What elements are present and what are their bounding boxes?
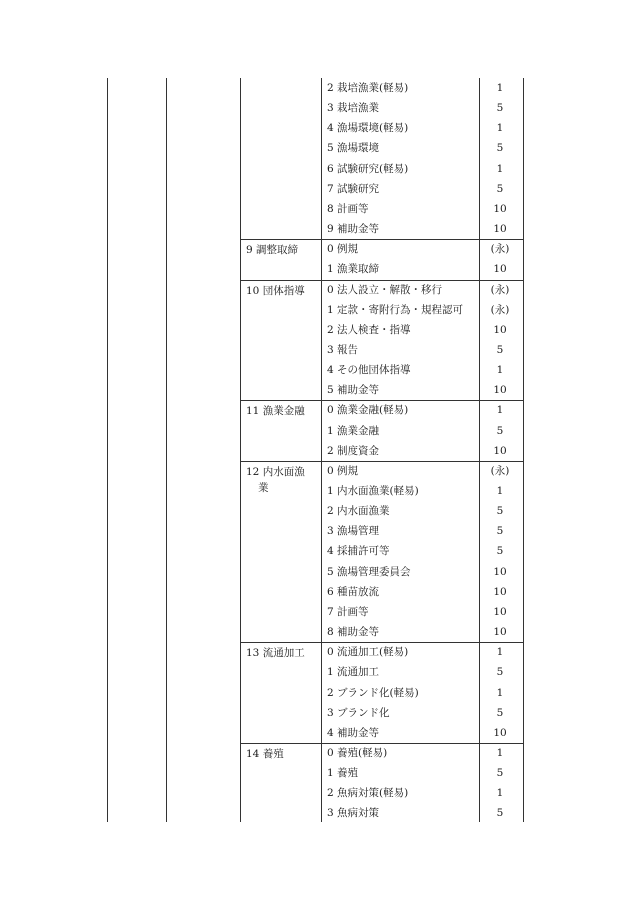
table-rule-item	[321, 78, 322, 822]
table-row-item: 8 補助金等	[327, 626, 380, 639]
table-row-item: 1 定款・寄附行為・規程認可	[327, 303, 464, 316]
table-row-item: 0 漁業金融(軽易)	[327, 404, 409, 417]
table-row-item: 0 法人設立・解散・移行	[327, 283, 443, 296]
table-row-period: (永)	[490, 303, 510, 316]
table-row-item: 6 試験研究(軽易)	[327, 162, 409, 175]
table-row-period: 1	[496, 746, 504, 759]
table-row-item: 9 補助金等	[327, 223, 380, 236]
table-row-item: 5 補助金等	[327, 384, 380, 397]
table-row-item: 5 漁場環境	[327, 142, 380, 155]
group-label: 11 漁業金融	[246, 405, 305, 418]
table-row-item: 2 栽培漁業(軽易)	[327, 82, 409, 94]
table-row-period: 5	[496, 706, 504, 719]
table-row-item: 0 流通加工(軽易)	[327, 646, 409, 659]
group-separator	[240, 461, 523, 462]
table-row-item: 3 ブランド化	[327, 706, 390, 719]
table-row-period: 10	[493, 323, 507, 336]
table-row-item: 2 内水面漁業	[327, 505, 390, 518]
table-row-item: 7 試験研究	[327, 182, 380, 195]
group-separator	[240, 400, 523, 401]
table-rule-right	[523, 78, 524, 822]
table-row-period: 1	[496, 646, 504, 659]
table-row-item: 2 制度資金	[327, 444, 380, 457]
table-row-item: 1 養殖	[327, 767, 359, 780]
table-row-period: 5	[496, 182, 504, 195]
table-row-period: 10	[493, 263, 507, 276]
table-row-item: 7 計画等	[327, 605, 369, 618]
group-label: 10 団体指導	[246, 284, 305, 297]
group-separator	[240, 642, 523, 643]
table-row-period: 5	[496, 807, 504, 820]
table-row-period: 10	[493, 585, 507, 598]
table-row-period: 1	[496, 485, 504, 497]
table-row-period: 5	[496, 767, 504, 780]
group-label-continued: 業	[258, 481, 269, 494]
group-label: 9 調整取締	[246, 244, 299, 257]
table-row-period: 1	[496, 404, 504, 417]
group-label: 12 内水面漁	[246, 465, 305, 478]
table-row-period: 10	[493, 384, 507, 397]
group-separator	[240, 239, 523, 240]
table-row-period: 5	[496, 505, 504, 518]
table-row-period: 10	[493, 605, 507, 618]
table-row-period: 1	[496, 122, 504, 135]
table-row-item: 1 漁業取締	[327, 263, 380, 276]
table-row-period: 10	[493, 202, 507, 215]
table-row-item: 0 例規	[327, 243, 359, 256]
table-row-period: 10	[493, 626, 507, 639]
table-row-item: 3 報告	[327, 343, 359, 356]
table-row-period: 5	[496, 545, 504, 558]
table-row-period: 10	[493, 223, 507, 236]
table-row-period: 10	[493, 726, 507, 739]
table-row-item: 2 法人検査・指導	[327, 323, 411, 336]
table-row-item: 4 漁場環境(軽易)	[327, 122, 409, 135]
table-row-item: 0 養殖(軽易)	[327, 746, 388, 759]
table-row-period: (永)	[490, 283, 510, 296]
table-row-item: 3 魚病対策	[327, 807, 380, 820]
table-row-item: 5 漁場管理委員会	[327, 565, 411, 578]
table-rule-left	[107, 78, 108, 822]
table-row-period: 10	[493, 565, 507, 578]
table-row-period: 5	[496, 666, 504, 679]
table-row-period: 1	[496, 686, 504, 699]
table-row-item: 4 採捕許可等	[327, 545, 390, 558]
table-row-item: 1 内水面漁業(軽易)	[327, 485, 419, 497]
table-row-item: 4 その他団体指導	[327, 364, 411, 377]
table-row-period: 1	[496, 364, 504, 377]
table-row-period: 1	[496, 162, 504, 175]
table-row-period: 5	[496, 142, 504, 155]
table-row-period: 5	[496, 424, 504, 437]
table-row-item: 3 漁場管理	[327, 525, 380, 538]
table-row-item: 3 栽培漁業	[327, 102, 380, 115]
group-separator	[240, 743, 523, 744]
table-row-period: (永)	[490, 243, 510, 256]
table-row-item: 2 ブランド化(軽易)	[327, 686, 419, 699]
table-row-period: 5	[496, 102, 504, 115]
table-rule-col2	[166, 78, 167, 822]
table-row-item: 8 計画等	[327, 202, 369, 215]
table-row-period: (永)	[490, 464, 510, 477]
table-row-item: 6 種苗放流	[327, 585, 380, 598]
table-row-item: 4 補助金等	[327, 726, 380, 739]
table-row-item: 1 流通加工	[327, 666, 380, 679]
table-rule-col3	[240, 78, 241, 822]
group-separator	[240, 280, 523, 281]
table-row-period: 1	[496, 787, 504, 800]
table-row-item: 2 魚病対策(軽易)	[327, 787, 409, 800]
table-row-item: 0 例規	[327, 464, 359, 477]
table-row-period: 1	[496, 82, 504, 94]
group-label: 13 流通加工	[246, 647, 305, 660]
table-row-item: 1 漁業金融	[327, 424, 380, 437]
table-row-period: 5	[496, 343, 504, 356]
table-row-period: 10	[493, 444, 507, 457]
table-row-period: 5	[496, 525, 504, 538]
group-label: 14 養殖	[246, 747, 284, 760]
